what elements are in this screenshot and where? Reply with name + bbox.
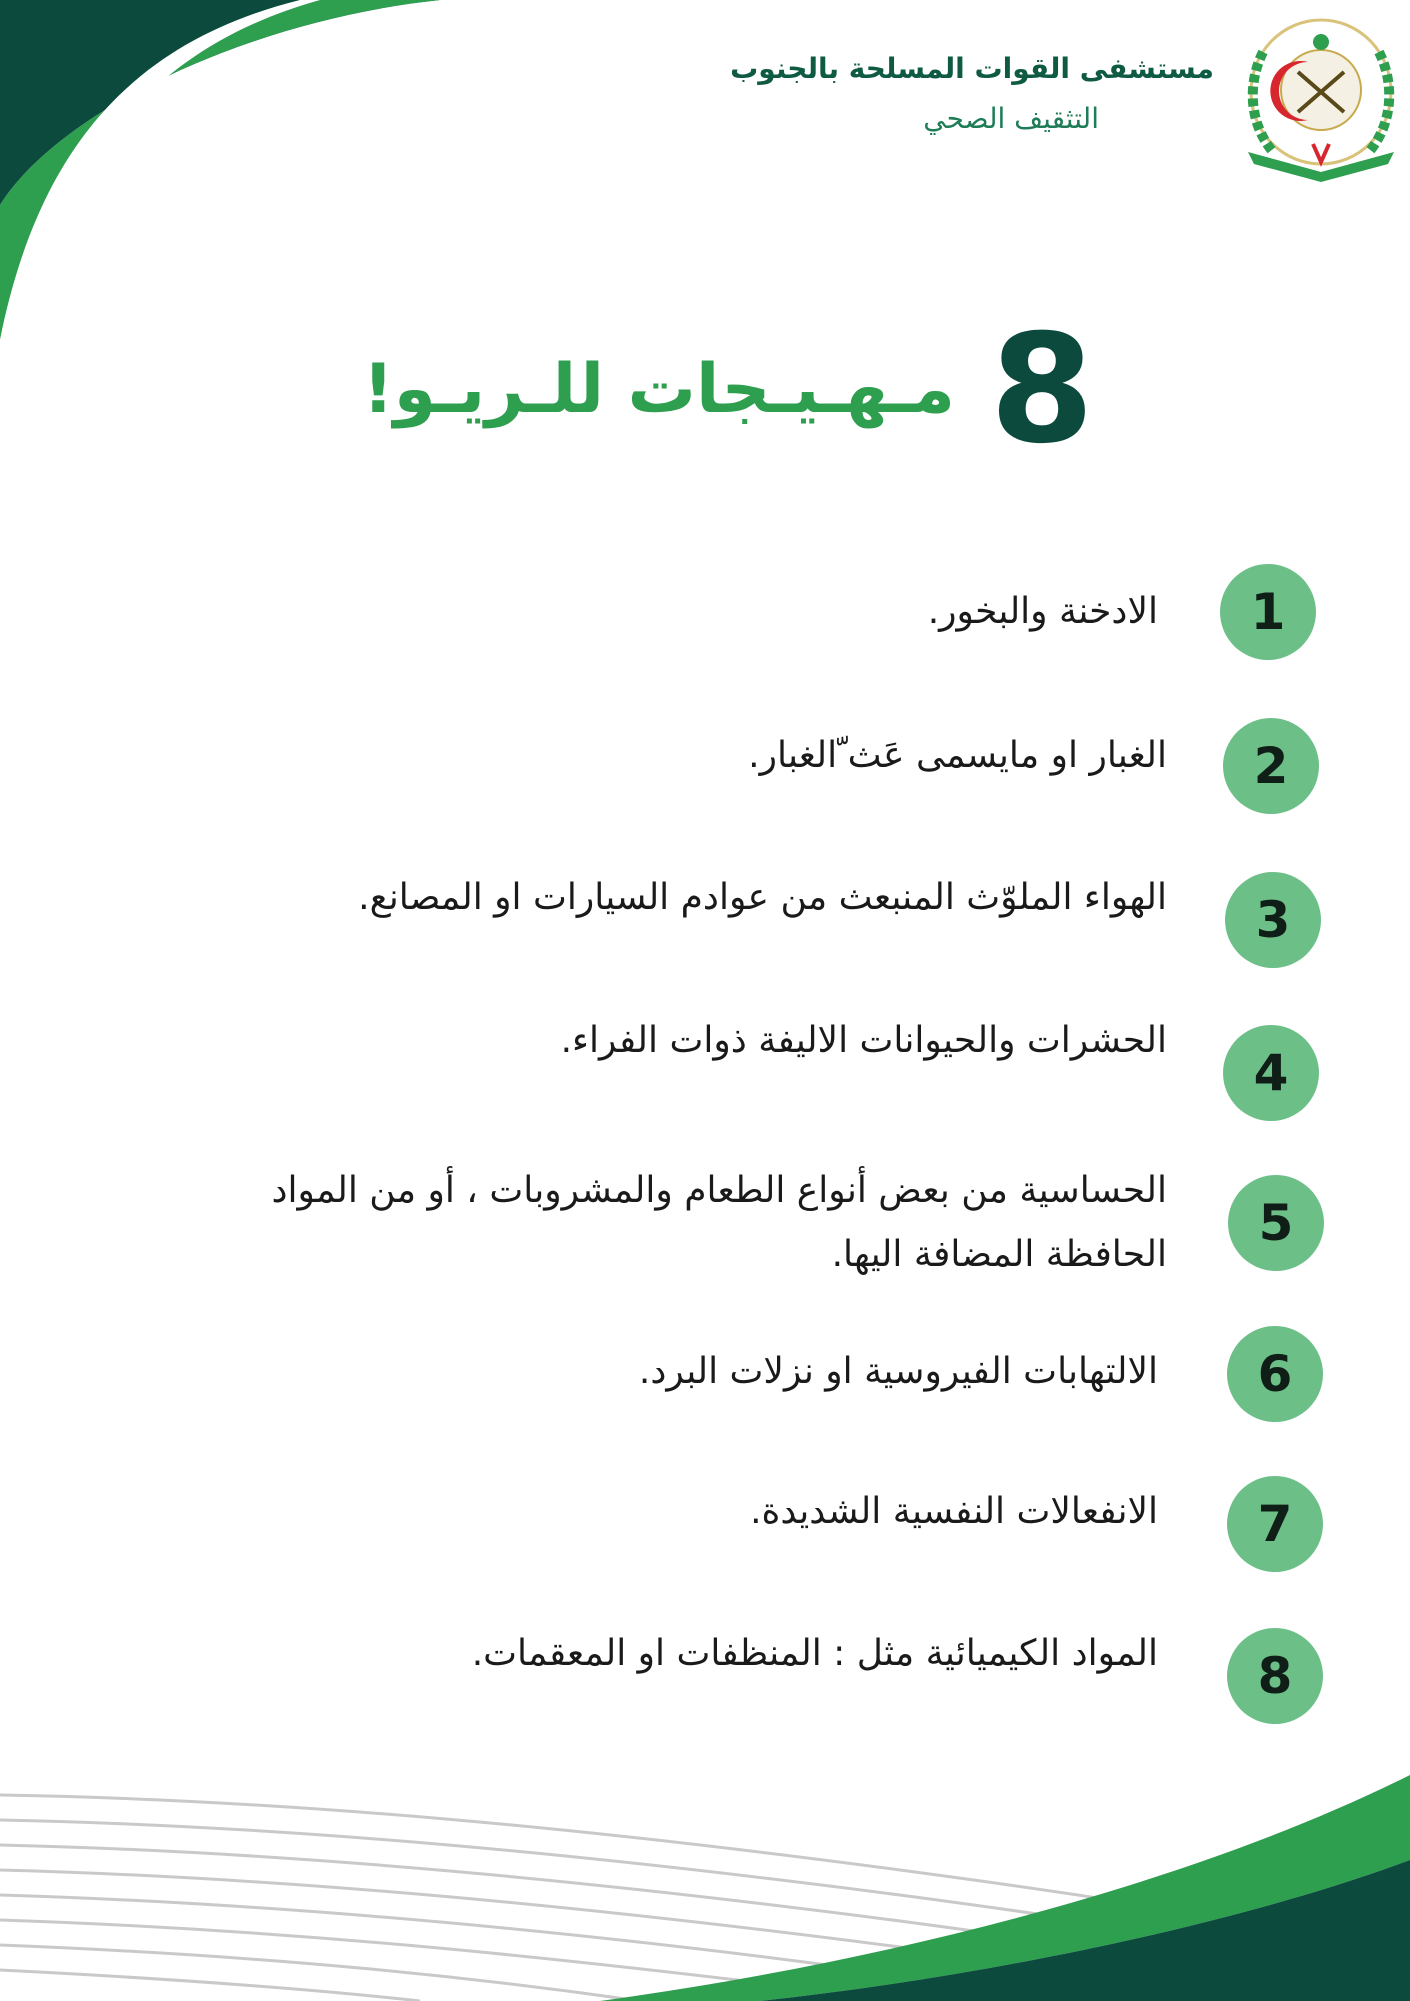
item-number-badge: 1 [1220, 564, 1316, 660]
title-number: 8 [989, 303, 1095, 477]
department-name: التثقيف الصحي [923, 102, 1099, 135]
page-title [0, 300, 1410, 480]
item-text: الغبار او مايسمى عَث ّالغبار. [748, 735, 1167, 776]
item-text: الالتهابات الفيروسية او نزلات البرد. [638, 1351, 1158, 1392]
item-text: الهواء الملوّث المنبعث من عوادم السيارات او المصانع. [358, 877, 1167, 918]
item-number-badge: 7 [1227, 1476, 1323, 1572]
organization-name: مستشفى القوات المسلحة بالجنوب [730, 52, 1214, 85]
item-number-badge: 8 [1227, 1628, 1323, 1724]
item-number-badge: 2 [1223, 718, 1319, 814]
hospital-emblem-icon [1238, 12, 1404, 182]
item-number-badge: 5 [1228, 1175, 1324, 1271]
item-number-badge: 6 [1227, 1326, 1323, 1422]
title-text: مـهـيـجات للـريـو! [362, 350, 955, 429]
item-number-badge: 4 [1223, 1025, 1319, 1121]
item-text: الحساسية من بعض أنواع الطعام والمشروبات ، أو من المواد الحافظة المضافة اليها. [271, 1170, 1167, 1275]
item-number-badge: 3 [1225, 872, 1321, 968]
item-text: الحشرات والحيوانات الاليفة ذوات الفراء. [560, 1020, 1167, 1061]
item-text: الانفعالات النفسية الشديدة. [750, 1491, 1158, 1532]
item-text: المواد الكيميائية مثل : المنظفات او المعقمات. [471, 1633, 1158, 1674]
item-text: الادخنة والبخور. [927, 591, 1158, 632]
